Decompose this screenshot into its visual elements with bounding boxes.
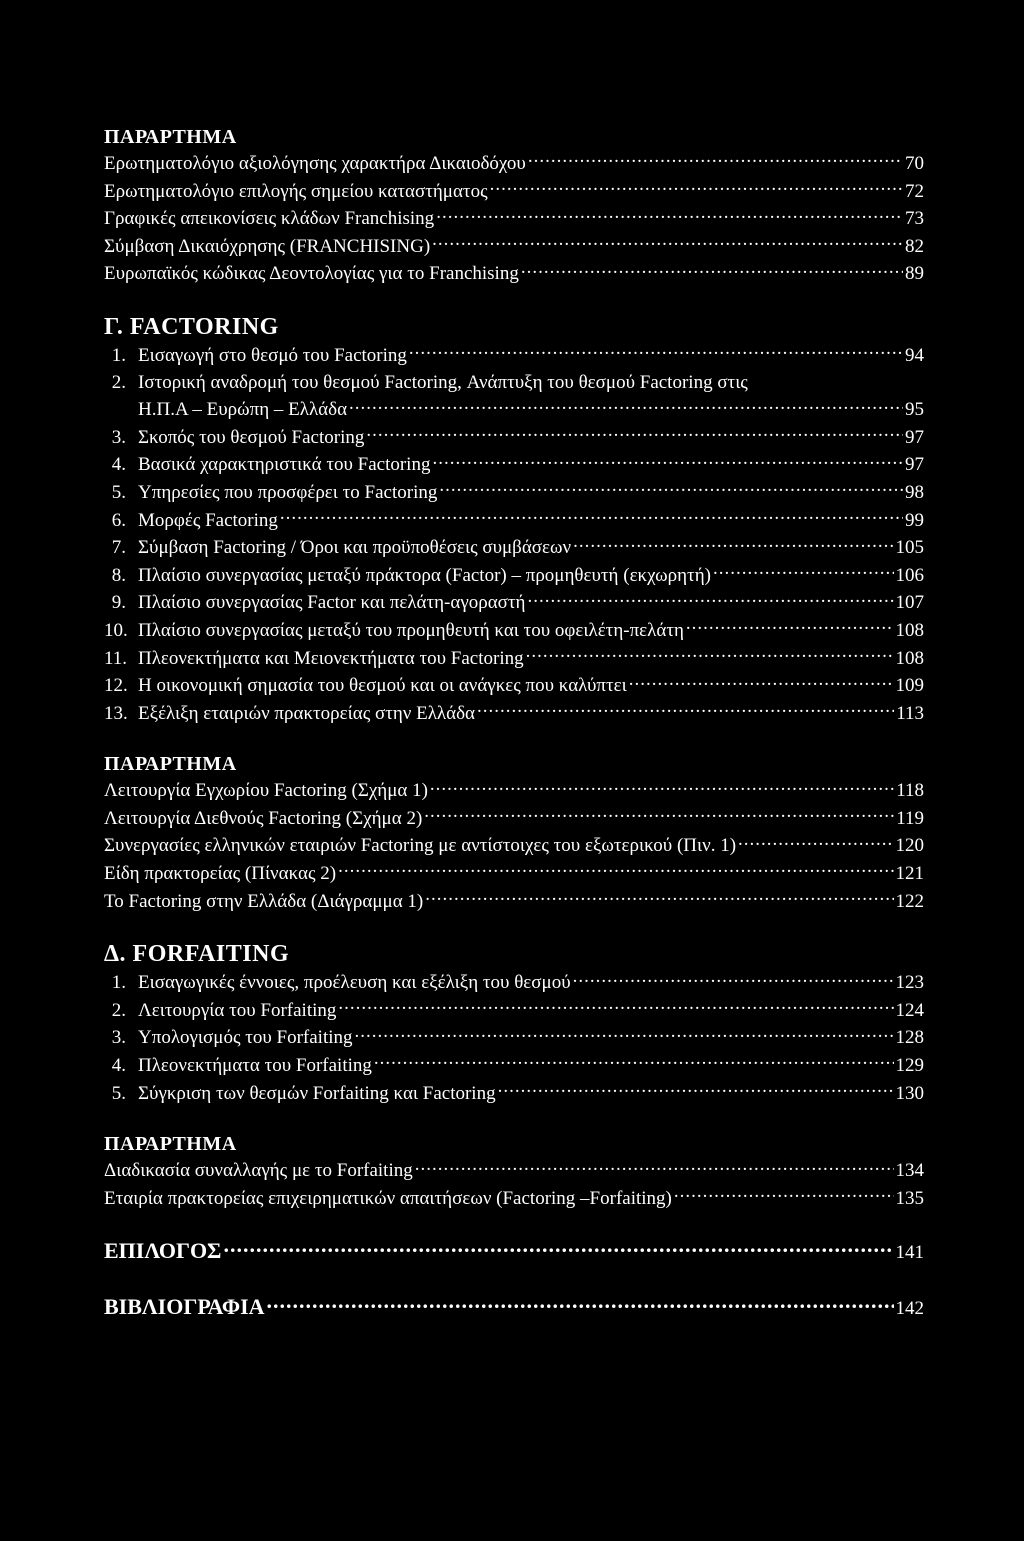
toc-entry-page: 105	[895, 537, 924, 559]
toc-entry-label: Ιστορική αναδρομή του θεσμού Factoring, Ανάπτυξη του θεσμού Factoring στις	[138, 371, 748, 393]
toc-entry-number: 4.	[111, 1055, 126, 1077]
dot-leader	[674, 1185, 894, 1204]
toc-entry-page: 129	[895, 1055, 924, 1077]
toc-entry-label: Λειτουργία Διεθνούς Factoring (Σχήμα 2)	[104, 807, 423, 829]
toc-entry	[104, 205, 924, 233]
toc-entry	[104, 534, 924, 562]
toc-entry-label: Πλεονεκτήματα και Μειονεκτήματα του Factoring	[138, 647, 524, 669]
toc-entry-page: 70	[905, 153, 924, 174]
toc-entry-label: Πλαίσιο συνεργασίας μεταξύ πράκτορα (Factor) – προμηθευτή (εκχωρητή)	[138, 564, 711, 586]
toc-entry-label: Εισαγωγή στο θεσμό του Factoring	[138, 344, 407, 366]
toc-entry-number: 2.	[111, 371, 126, 393]
factoring-list	[104, 342, 924, 727]
spacer	[104, 727, 924, 751]
toc-entry	[104, 700, 924, 728]
dot-leader	[713, 562, 894, 581]
dot-leader	[521, 260, 903, 279]
dot-leader	[425, 888, 893, 907]
toc-entry-page: 121	[895, 863, 924, 885]
toc-entry	[104, 233, 924, 261]
toc-entry-number: 12.	[104, 675, 128, 697]
toc-entry-page: 135	[895, 1187, 924, 1209]
dot-leader	[409, 342, 903, 361]
toc-entry-page: 113	[896, 702, 924, 724]
toc-entry-page: 130	[895, 1082, 924, 1104]
toc-entry-number: 1.	[111, 972, 126, 994]
dot-leader	[366, 424, 903, 443]
toc-entry-label: Η οικονομική σημασία του θεσμού και οι ανάγκες που καλύπτει	[138, 675, 627, 697]
toc-entry-label: Σύγκριση των θεσμών Forfaiting και Factoring	[138, 1082, 496, 1104]
dot-leader	[573, 969, 894, 988]
toc-entry-page: 98	[905, 481, 924, 503]
toc-entry	[104, 507, 924, 535]
toc-entry-label: Συνεργασίες ελληνικών εταιριών Factoring με αντίστοιχες του εξωτερικού (Πιν. 1)	[104, 835, 737, 857]
toc-entry-number: 8.	[111, 564, 126, 586]
toc-entry	[104, 370, 924, 397]
appendix-heading: ΠΑΡΑΡΤΗΜΑ	[104, 126, 237, 148]
toc-entry-number: 5.	[111, 481, 126, 503]
spacer	[104, 1107, 924, 1131]
appendix-list	[104, 150, 924, 288]
toc-entry-number: 3.	[111, 1027, 126, 1049]
toc-entry-page: 97	[905, 426, 924, 448]
toc-entry-label: Λειτουργία Εγχωρίου Factoring (Σχήμα 1)	[104, 780, 428, 802]
toc-entry	[104, 479, 924, 507]
toc-entry	[104, 1052, 924, 1080]
toc-entry	[104, 617, 924, 645]
dot-leader	[436, 205, 903, 224]
toc-entry-number: 10.	[104, 619, 128, 641]
toc-entry-label: Βασικά χαρακτηριστικά του Factoring	[138, 454, 431, 476]
dot-leader	[338, 997, 893, 1016]
toc-entry-label: Υπηρεσίες που προσφέρει το Factoring	[138, 481, 438, 503]
section-heading-factoring: Γ. FACTORING	[104, 313, 279, 340]
toc-entry-label: Πλαίσιο συνεργασίας μεταξύ του προμηθευτή και του οφειλέτη-πελάτη	[138, 619, 684, 641]
toc-entry	[104, 888, 924, 916]
dot-leader	[355, 1024, 894, 1043]
spacer	[104, 288, 924, 312]
dot-leader	[573, 534, 893, 553]
toc-entry-page: 107	[895, 592, 924, 614]
toc-entry-label: Σύμβαση Factoring / Όροι και προϋποθέσεις συμβάσεων	[138, 537, 572, 559]
dot-leader	[267, 1292, 894, 1314]
forfaiting-list	[104, 969, 924, 1107]
spacer	[104, 915, 924, 939]
dot-leader	[528, 150, 903, 169]
toc-entry-number: 5.	[111, 1082, 126, 1104]
toc-entry-page: 108	[895, 647, 924, 669]
toc-entry-number: 1.	[111, 344, 126, 366]
toc-entry-page: 141	[895, 1242, 924, 1264]
toc-entry	[104, 672, 924, 700]
toc-entry	[104, 645, 924, 673]
table-of-contents	[104, 124, 924, 1324]
toc-entry-page: 118	[896, 780, 924, 802]
dot-leader	[430, 777, 894, 796]
toc-entry-label: Μορφές Factoring	[138, 509, 278, 531]
toc-entry-number: 7.	[111, 537, 126, 559]
toc-entry	[104, 1157, 924, 1185]
toc-entry	[104, 969, 924, 997]
dot-leader	[424, 805, 894, 824]
appendix-heading: ΠΑΡΑΡΤΗΜΑ	[104, 753, 237, 776]
dot-leader	[490, 178, 903, 197]
toc-entry	[104, 451, 924, 479]
dot-leader	[223, 1236, 893, 1258]
appendix-heading: ΠΑΡΑΡΤΗΜΑ	[104, 1133, 237, 1156]
toc-entry-page: 119	[896, 807, 924, 829]
toc-entry	[104, 1185, 924, 1213]
toc-entry-continuation	[104, 396, 924, 424]
toc-entry	[104, 1024, 924, 1052]
dot-leader	[738, 832, 893, 851]
toc-entry	[104, 589, 924, 617]
appendix-list	[104, 1157, 924, 1212]
toc-entry-label: Ερωτηματολόγιο αξιολόγησης χαρακτήρα Δικαιοδόχου	[104, 153, 526, 174]
toc-entry-page: 95	[905, 399, 924, 421]
toc-entry-page: 82	[905, 235, 924, 257]
toc-entry-number: 4.	[111, 454, 126, 476]
toc-entry-label: Πλαίσιο συνεργασίας Factor και πελάτη-αγοραστή	[138, 592, 526, 614]
toc-entry-page: 124	[895, 999, 924, 1021]
dot-leader	[432, 451, 903, 470]
spacer	[104, 1268, 924, 1292]
toc-entry-page: 142	[895, 1298, 924, 1320]
appendix-list	[104, 777, 924, 915]
toc-entry-number: 2.	[111, 999, 126, 1021]
toc-entry	[104, 832, 924, 860]
dot-leader	[280, 507, 903, 526]
toc-entry-label: Ευρωπαϊκός κώδικας Δεοντολογίας για το Franchising	[104, 263, 519, 285]
toc-entry	[104, 424, 924, 452]
toc-entry-page: 89	[905, 263, 924, 285]
toc-entry-page: 122	[895, 890, 924, 912]
toc-entry-page: 72	[905, 180, 924, 202]
toc-entry-label: Εταιρία πρακτορείας επιχειρηματικών απαιτήσεων (Factoring –Forfaiting)	[104, 1187, 672, 1209]
toc-entry-bibliography	[104, 1292, 924, 1324]
toc-entry-number: 11.	[104, 647, 128, 669]
toc-entry-page: 94	[905, 344, 924, 366]
dot-leader	[432, 233, 903, 252]
toc-entry	[104, 260, 924, 288]
toc-entry-page: 134	[895, 1160, 924, 1182]
toc-entry-label: Υπολογισμός του Forfaiting	[138, 1027, 353, 1049]
dot-leader	[439, 479, 903, 498]
dot-leader	[686, 617, 894, 636]
toc-entry-page: 108	[895, 619, 924, 641]
dot-leader	[629, 672, 894, 691]
toc-entry-label: Σκοπός του θεσμού Factoring	[138, 426, 365, 448]
toc-entry-number: 6.	[111, 509, 126, 531]
toc-entry-label: Εξέλιξη εταιριών πρακτορείας στην Ελλάδα	[138, 702, 476, 724]
toc-entry-label: Είδη πρακτορείας (Πίνακας 2)	[104, 863, 337, 885]
toc-entry-page: 123	[895, 972, 924, 994]
dot-leader	[528, 589, 894, 608]
dot-leader	[526, 645, 894, 664]
spacer	[104, 1212, 924, 1236]
dot-leader	[338, 860, 893, 879]
toc-entry-number: 9.	[111, 592, 126, 614]
toc-entry-number: 3.	[111, 426, 126, 448]
toc-entry-label: Σύμβαση Δικαιόχρησης (FRANCHISING)	[104, 235, 431, 257]
toc-entry-label: Η.Π.Α – Ευρώπη – Ελλάδα	[138, 399, 348, 421]
toc-entry	[104, 777, 924, 805]
toc-entry-page: 106	[895, 564, 924, 586]
toc-entry-label: Λειτουργία του Forfaiting	[138, 999, 337, 1021]
toc-entry-page: 128	[895, 1027, 924, 1049]
toc-entry	[104, 562, 924, 590]
toc-entry-label: Εισαγωγικές έννοιες, προέλευση και εξέλιξη του θεσμού	[138, 972, 571, 994]
toc-entry-label: ΒΙΒΛΙΟΓΡΑΦΙΑ	[104, 1294, 265, 1320]
toc-entry	[104, 860, 924, 888]
section-heading-forfaiting: Δ. FORFAITING	[104, 941, 290, 968]
dot-leader	[498, 1080, 894, 1099]
dot-leader	[415, 1157, 894, 1176]
dot-leader	[349, 396, 903, 415]
toc-entry-page: 73	[905, 208, 924, 230]
toc-entry-page: 97	[905, 454, 924, 476]
toc-entry-label: Γραφικές απεικονίσεις κλάδων Franchising	[104, 208, 435, 230]
toc-entry-label: Πλεονεκτήματα του Forfaiting	[138, 1055, 372, 1077]
toc-entry-number: 13.	[104, 702, 128, 724]
toc-entry-page: 99	[905, 509, 924, 531]
toc-entry	[104, 1080, 924, 1108]
toc-entry-epilogue	[104, 1236, 924, 1268]
toc-entry	[104, 805, 924, 833]
toc-entry-page: 109	[895, 675, 924, 697]
toc-entry	[104, 342, 924, 370]
dot-leader	[477, 700, 894, 719]
toc-entry	[104, 997, 924, 1025]
toc-entry-label: Το Factoring στην Ελλάδα (Διάγραμμα 1)	[104, 890, 424, 912]
toc-entry	[104, 150, 924, 178]
dot-leader	[374, 1052, 894, 1071]
toc-entry	[104, 178, 924, 206]
toc-entry-page: 120	[895, 835, 924, 857]
toc-entry-label: Διαδικασία συναλλαγής με το Forfaiting	[104, 1160, 413, 1182]
toc-entry-label: ΕΠΙΛΟΓΟΣ	[104, 1238, 222, 1264]
toc-entry-label: Ερωτηματολόγιο επιλογής σημείου καταστήματος	[104, 180, 488, 202]
